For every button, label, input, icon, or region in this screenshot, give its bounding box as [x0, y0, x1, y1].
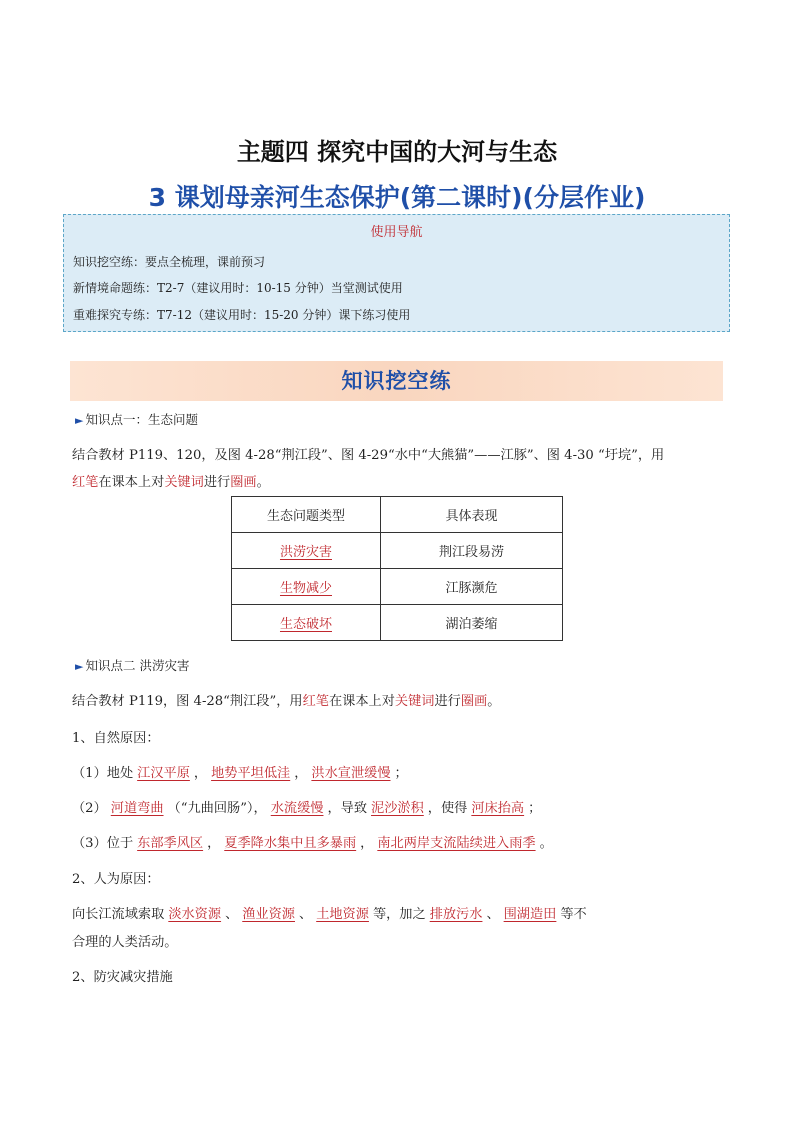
text: （“九曲回肠”），	[167, 801, 267, 816]
answer-text: 土地资源	[316, 907, 369, 922]
main-title: 主题四 探究中国的大河与生态	[236, 138, 558, 166]
table-header-row	[232, 497, 563, 533]
answer-text: 生态破坏	[279, 617, 332, 632]
text: ，	[193, 766, 208, 781]
answer-text: 夏季降水集中且多暴雨	[224, 836, 357, 851]
answer-text: 渔业资源	[242, 907, 295, 922]
knowledge-point-1-title: 知识点一：生态问题	[85, 412, 198, 427]
text: （1）地处	[72, 766, 134, 781]
answer-text: 洪涝灾害	[279, 545, 332, 560]
answer-text: 江汉平原	[137, 766, 190, 781]
answer-text: 水流缓慢	[270, 801, 324, 816]
answer-text: 泥沙淤积	[371, 801, 424, 816]
triangle-bullet-icon: ►	[75, 414, 84, 427]
red-pen-text: 红笔	[302, 694, 329, 709]
text: （2）	[72, 801, 107, 816]
natural-cause-3	[72, 832, 553, 851]
keyword-text: 关键词	[164, 475, 204, 490]
text: ，导致	[327, 801, 368, 816]
answer-text: 淡水资源	[168, 907, 222, 922]
human-causes-heading: 2、人为原因：	[72, 872, 160, 887]
answer-text: 地势平坦低洼	[211, 766, 291, 781]
text: 、	[486, 907, 500, 922]
answer-text: 河道弯曲	[110, 801, 164, 816]
text: ；	[528, 801, 542, 816]
text: 进行	[203, 475, 231, 490]
section-banner-label: 知识挖空练	[341, 369, 452, 393]
guide-title: 使用导航	[370, 225, 423, 240]
text: ，使得	[427, 801, 468, 816]
text: 结合教材 P119，图 4-28“荆江段”，用	[72, 694, 303, 709]
table-header-cell: 具体表现	[381, 497, 563, 533]
knowledge-point-2-heading	[75, 656, 189, 674]
ecology-problem-table	[231, 496, 563, 641]
text: 向长江流域索取	[72, 907, 165, 922]
text: 在课本上对	[98, 475, 165, 490]
guide-line-2: 新情境命题练：T2-7（建议用时：10-15 分钟）当堂测试使用	[73, 281, 403, 295]
answer-text: 生物减少	[279, 581, 332, 596]
answer-text: 洪水宣泄缓慢	[311, 766, 391, 781]
answer-text: 河床抬高	[471, 801, 525, 816]
table-cell: 荆江段易涝	[381, 533, 563, 569]
table-cell-answer	[232, 605, 381, 641]
human-causes-line-2: 合理的人类活动。	[72, 935, 178, 950]
natural-causes-heading: 1、自然原因：	[72, 731, 160, 746]
guide-line-1: 知识挖空练：要点全梳理，课前预习	[73, 255, 266, 269]
text: ，	[360, 836, 374, 851]
table-cell-answer	[232, 533, 381, 569]
text: ；	[394, 766, 408, 781]
guide-line-3: 重难探究专练：T7-12（建议用时：15-20 分钟）课下练习使用	[73, 308, 411, 322]
text: 、	[225, 907, 239, 922]
table-header-cell: 生态问题类型	[232, 497, 381, 533]
section-banner	[70, 361, 723, 401]
text: 。	[487, 694, 501, 709]
text: ，	[207, 836, 221, 851]
text: 、	[299, 907, 313, 922]
red-pen-text: 红笔	[72, 475, 99, 490]
text: 。	[256, 475, 270, 490]
table-row	[232, 569, 563, 605]
keyword-text: 关键词	[394, 694, 435, 709]
table-cell: 江豚濒危	[381, 569, 563, 605]
text: ，	[294, 766, 308, 781]
disaster-measures-heading: 2、防灾减灾措施	[72, 970, 173, 985]
answer-text: 围湖造田	[503, 907, 557, 922]
knowledge-point-1-heading	[75, 410, 198, 428]
natural-cause-2	[72, 797, 541, 816]
table-row	[232, 533, 563, 569]
text: （3）位于	[72, 836, 134, 851]
knowledge-point-2-title: 知识点二 洪涝灾害	[85, 658, 190, 673]
text: 等，加之	[372, 907, 426, 922]
natural-cause-1	[72, 762, 408, 781]
answer-text: 排放污水	[429, 907, 483, 922]
human-causes-line-1	[72, 903, 587, 922]
text: 进行	[434, 694, 461, 709]
answer-text: 东部季风区	[137, 836, 204, 851]
kp1-intro-line-1: 结合教材 P119、120，及图 4-28“荆江段”、图 4-29“水中“大熊猫”——江豚”、图 4-30 “圩垸”，用	[72, 448, 665, 463]
answer-text: 南北两岸支流陆续进入雨季	[377, 836, 536, 851]
table-row	[232, 605, 563, 641]
text: 。	[539, 836, 553, 851]
table-cell: 湖泊萎缩	[381, 605, 563, 641]
text: 等不	[560, 907, 587, 922]
circle-text: 圈画	[230, 475, 257, 490]
usage-guide-box	[63, 214, 730, 332]
table-cell-answer	[232, 569, 381, 605]
circle-text: 圈画	[460, 694, 488, 709]
lesson-title: 3 课划母亲河生态保护(第二课时)(分层作业)	[148, 183, 646, 212]
text: 在课本上对	[328, 694, 395, 709]
kp1-intro-line-2	[72, 471, 270, 490]
triangle-bullet-icon: ►	[75, 660, 84, 673]
kp2-intro	[72, 690, 500, 709]
